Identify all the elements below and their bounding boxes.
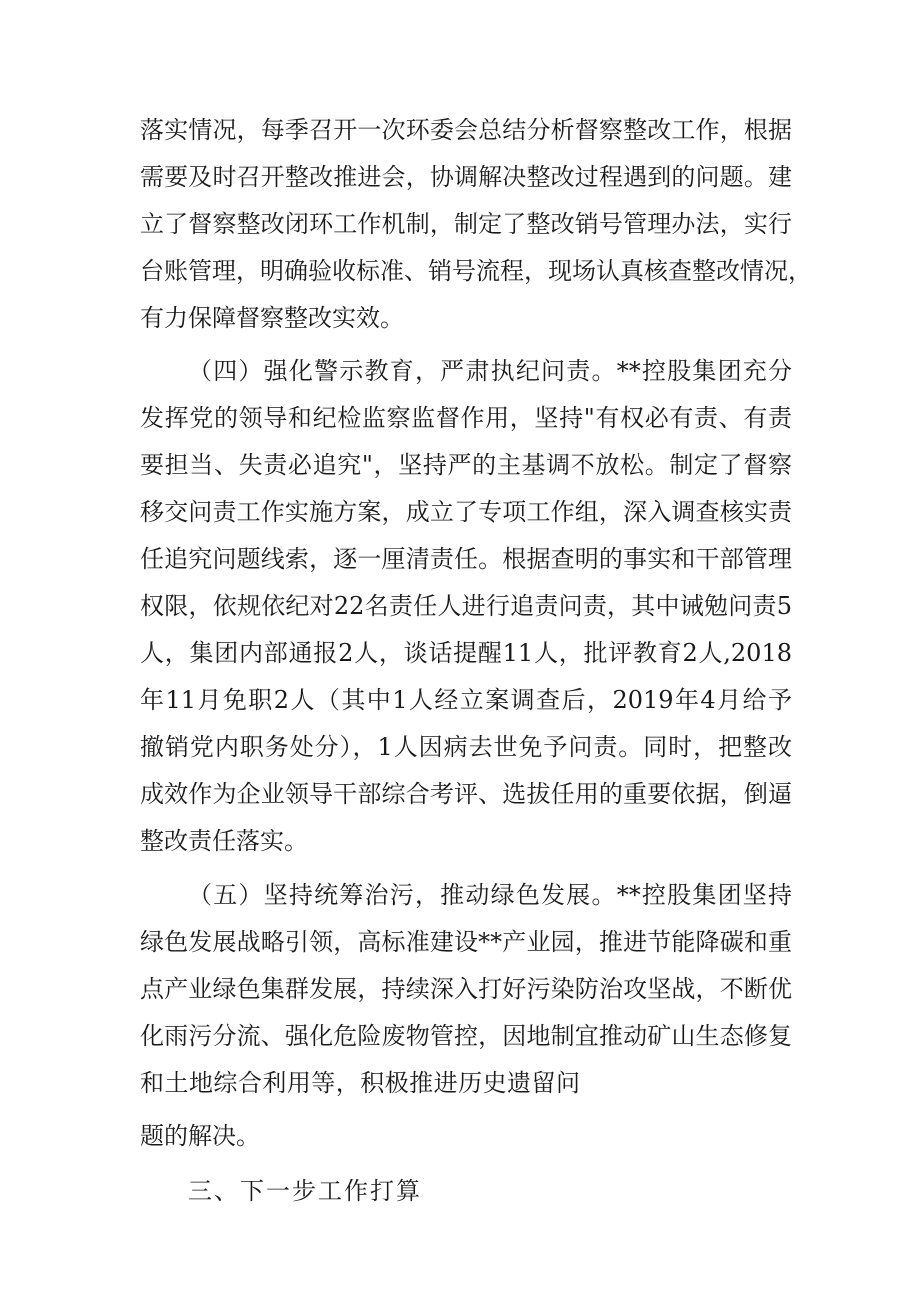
paragraph-1-line-1: 落实情况，每季召开一次环委会总结分析督察整改工作，根据 (140, 116, 792, 144)
paragraph-2-line-3: 要担当、失责必追究"，坚持严的主基调不放松。制定了督察 (140, 451, 792, 479)
paragraph-3-line-6: 题的解决。 (140, 1122, 260, 1150)
paragraph-2-line-1: （四）强化警示教育，严肃执纪问责。**控股集团充分 (188, 357, 792, 385)
paragraph-2-line-9: 撤销党内职务处分），1人因病去世免予问责。同时，把整改 (140, 733, 792, 761)
paragraph-1-line-3: 立了督察整改闭环工作机制，制定了整改销号管理办法，实行 (140, 210, 792, 238)
paragraph-3-line-4: 化雨污分流、强化危险废物管控，因地制宜推动矿山生态修复 (140, 1022, 792, 1050)
paragraph-2-line-2: 发挥党的领导和纪检监察监督作用，坚持"有权必有责、有责 (140, 404, 792, 432)
paragraph-3-line-2: 绿色发展战略引领，高标准建设**产业园，推进节能降碳和重 (140, 928, 792, 956)
paragraph-2-line-5: 任追究问题线索，逐一厘清责任。根据查明的事实和干部管理 (140, 545, 792, 573)
paragraph-1-line-5: 有力保障督察整改实效。 (140, 304, 404, 332)
paragraph-2-line-11: 整改责任落实。 (140, 827, 308, 855)
section-heading-3: 三、下一步工作打算 (188, 1177, 422, 1205)
paragraph-3-line-1: （五）坚持统筹治污，推动绿色发展。**控股集团坚持 (188, 881, 792, 909)
paragraph-2-line-4: 移交问责工作实施方案，成立了专项工作组，深入调查核实责 (140, 498, 792, 526)
paragraph-2-line-6: 权限，依规依纪对22名责任人进行追责问责，其中诫勉问责5 (140, 592, 792, 620)
paragraph-1-line-2: 需要及时召开整改推进会，协调解决整改过程遇到的问题。建 (140, 163, 792, 191)
paragraph-2-line-7: 人，集团内部通报2人，谈话提醒11人，批评教育2人,2018 (140, 639, 792, 667)
paragraph-2-line-8: 年11月免职2人（其中1人经立案调查后，2019年4月给予 (140, 686, 792, 714)
paragraph-3-line-3: 点产业绿色集群发展，持续深入打好污染防治攻坚战，不断优 (140, 975, 792, 1003)
paragraph-1-line-4: 台账管理，明确验收标准、销号流程，现场认真核查整改情况， (140, 257, 812, 285)
paragraph-2-line-10: 成效作为企业领导干部综合考评、选拔任用的重要依据，倒逼 (140, 780, 792, 808)
paragraph-3-line-5: 和土地综合利用等，积极推进历史遗留问 (140, 1069, 580, 1097)
